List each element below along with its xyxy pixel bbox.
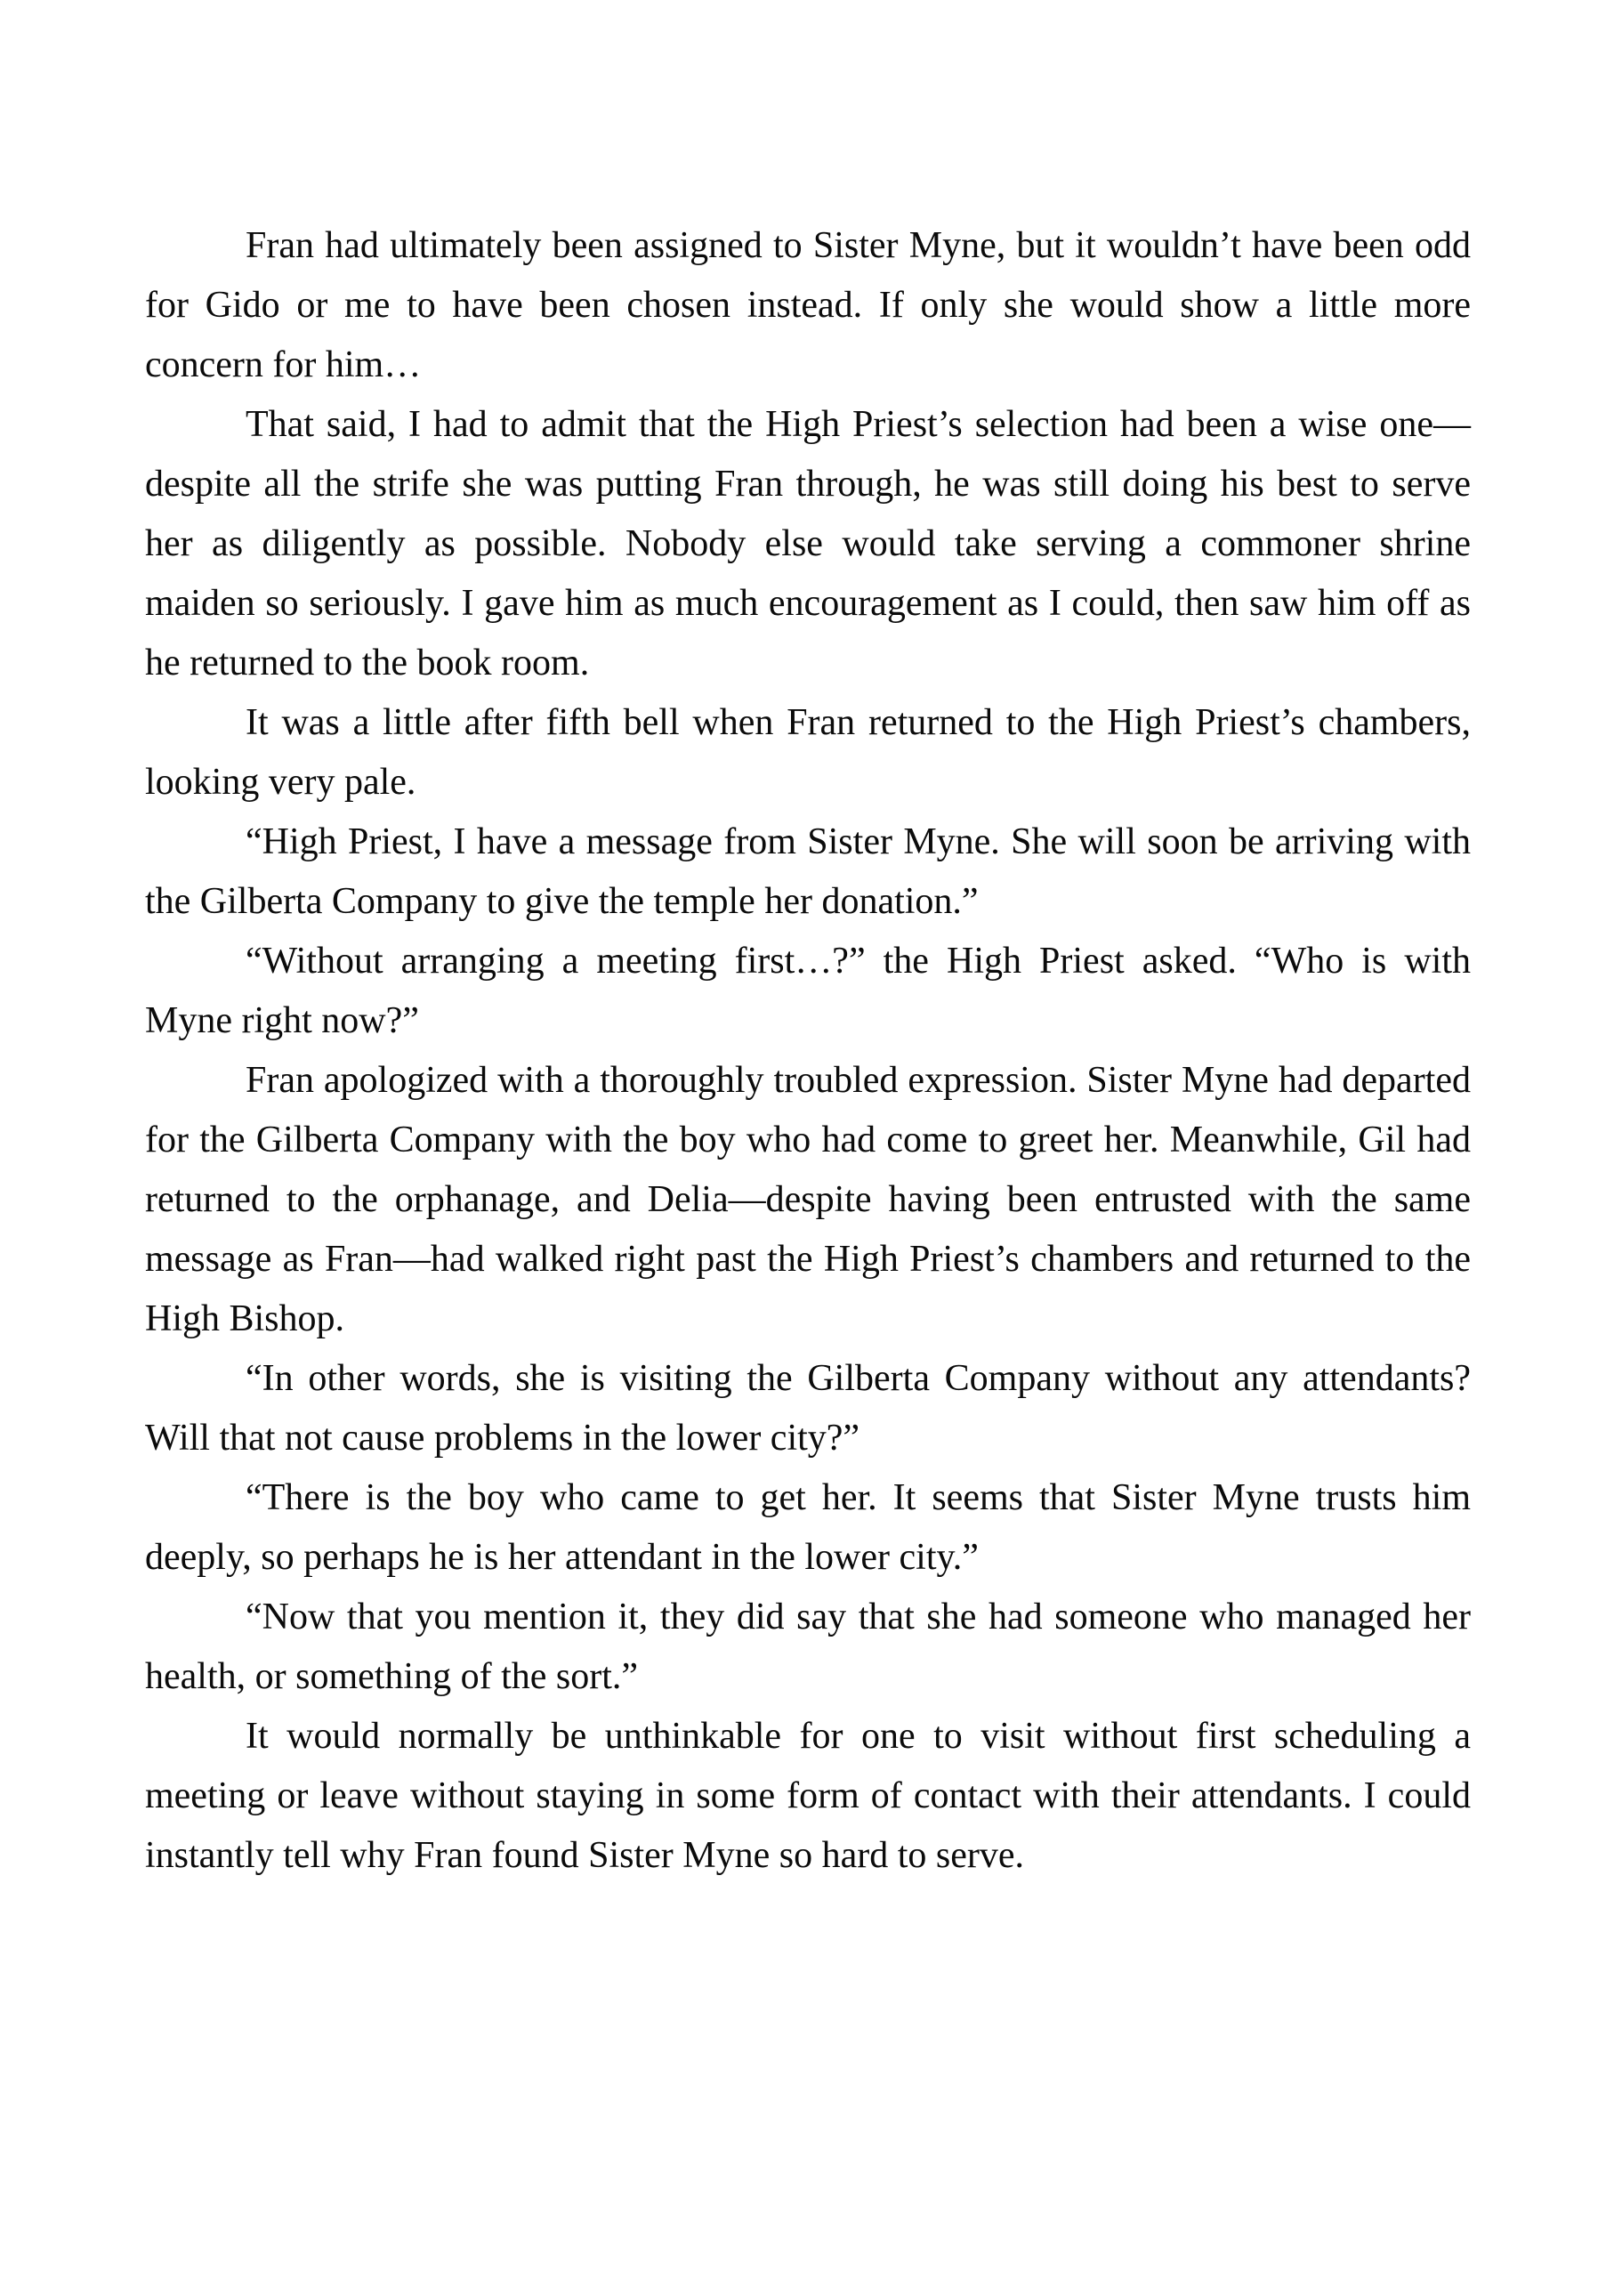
paragraph: “Now that you mention it, they did say that she had someone who managed her health, or something of the sort.”: [145, 1597, 1471, 1697]
paragraph: It would normally be unthinkable for one to visit without first scheduling a meeting or leave without staying in some form of contact with their attendants. I could instantly tell why Fran found Sister Myne so hard to serve.: [145, 1716, 1471, 1876]
paragraph: It was a little after fifth bell when Fran returned to the High Priest’s chambers, looking very pale.: [145, 702, 1471, 803]
paragraph: “High Priest, I have a message from Sister Myne. She will soon be arriving with the Gilberta Company to give the temple her donation.”: [145, 821, 1471, 922]
paragraph: “Without arranging a meeting first…?” the High Priest asked. “Who is with Myne right now?”: [145, 941, 1471, 1041]
paragraph: That said, I had to admit that the High Priest’s selection had been a wise one—despite all the strife she was putting Fran through, he was still doing his best to serve her as diligently as possible. Nobody else would take serving a commoner shrine maiden so seriously. I gave him as much encouragement as I could, then saw him off as he returned to the book room.: [145, 404, 1471, 683]
paragraph: Fran apologized with a thoroughly troubled expression. Sister Myne had departed for the Gilberta Company with the boy who had come to greet her. Meanwhile, Gil had returned to the orphanage, and Delia—despite having been entrusted with the same message as Fran—had walked right past the High Priest’s chambers and returned to the High Bishop.: [145, 1060, 1471, 1339]
paragraph: “In other words, she is visiting the Gilberta Company without any attendants? Will that not cause problems in the lower city?”: [145, 1358, 1471, 1459]
paragraph: “There is the boy who came to get her. It seems that Sister Myne trusts him deeply, so perhaps he is her attendant in the lower city.”: [145, 1477, 1471, 1578]
body-text-block: [145, 216, 1471, 1886]
paragraph: Fran had ultimately been assigned to Sister Myne, but it wouldn’t have been odd for Gido or me to have been chosen instead. If only she would show a little more concern for him…: [145, 225, 1471, 385]
